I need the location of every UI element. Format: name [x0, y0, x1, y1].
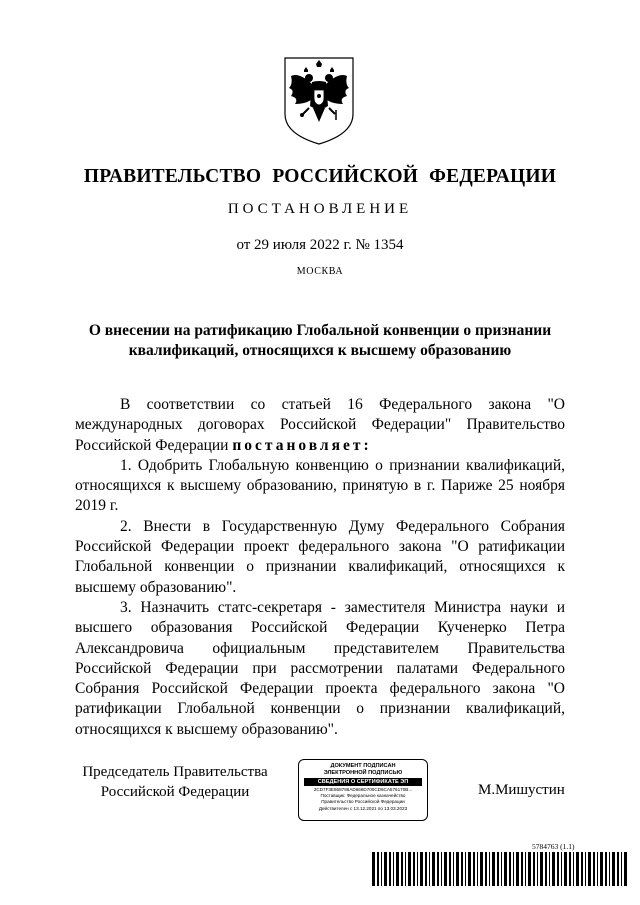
electronic-signature-stamp: [298, 759, 428, 821]
item-3-paragraph: 3. Назначить статс-секретаря - заместителя Министра науки и высшего образования Российской Федерации Кученерко Петра Александровича официальным представителем Правительства Российской Федерации при рассмотрении палатами Федерального Собрания Российской Федерации проекта федерального закона "О ратификации Глобальной конвенции о признании квалификаций, относящихся к высшему образованию".: [75, 598, 565, 738]
stamp-certificate-band: СВЕДЕНИЯ О СЕРТИФИКАТЕ ЭП: [304, 778, 422, 786]
item-1-paragraph: 1. Одобрить Глобальную конвенцию о признании квалификаций, относящихся к высшему образованию, принятую в г. Париже 25 ноября 2019 г.: [75, 456, 565, 515]
preamble-text: В соответствии со статьей 16 Федерального закона "О международных договорах Российской Федерации" Правительство Российской Федерации: [75, 396, 565, 454]
stamp-issuer-line-1: Поставщик: Федеральное казначейство: [320, 793, 406, 799]
coat-of-arms-icon: [279, 54, 359, 146]
item-2-paragraph: 2. Внести в Государственную Думу Федерального Собрания Российской Федерации проект федерального закона "О ратификации Глобальной конвенции о признании квалификаций, относящихся к высшему образованию".: [75, 517, 565, 596]
resolves-word: постановляет:: [232, 436, 372, 454]
stamp-certificate-id: 2CD7F3E868786AD668D700CD6CA576170B...: [313, 787, 413, 792]
stamp-line-1: ДОКУМЕНТ ПОДПИСАН: [330, 763, 396, 769]
organization-title: ПРАВИТЕЛЬСТВО РОССИЙСКОЙ ФЕДЕРАЦИИ: [83, 166, 557, 187]
signer-role-line-1: Председатель Правительства: [82, 764, 268, 780]
registration-number: 5784763 (1.1): [532, 842, 575, 851]
stamp-issuer-line-2: Правительство Российской Федерации: [321, 799, 405, 805]
document-city: МОСКВА: [296, 266, 344, 277]
document-type: ПОСТАНОВЛЕНИЕ: [227, 201, 413, 217]
document-date-number: от 29 июля 2022 г. № 1354: [236, 237, 404, 253]
preamble-paragraph: [75, 395, 565, 456]
document-body: [75, 395, 565, 740]
signer-name: М.Мишустин: [478, 782, 565, 798]
signer-role-line-2: Российской Федерации: [100, 784, 250, 800]
stamp-validity: Действителен с 13.12.2021 по 13.03.2023: [318, 805, 408, 811]
barcode-icon: [372, 852, 629, 886]
stamp-line-2: ЭЛЕКТРОННОЙ ПОДПИСЬЮ: [323, 770, 403, 776]
signer-role: [75, 762, 275, 802]
document-subject: О внесении на ратификацию Глобальной конвенции о признании квалификаций, относящихся к высшему образованию: [88, 322, 552, 359]
